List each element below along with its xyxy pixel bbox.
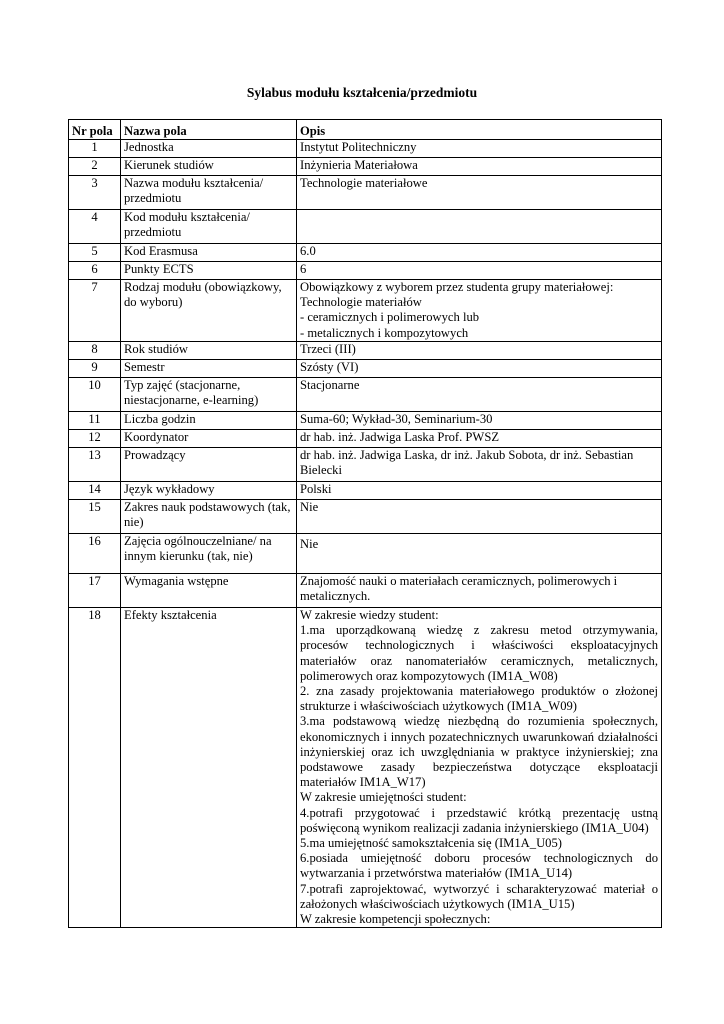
- row-desc: 6.0: [297, 244, 662, 262]
- row-desc: Polski: [297, 482, 662, 500]
- row-number: 5: [69, 244, 121, 262]
- table-row: [69, 448, 662, 482]
- table-row: [69, 244, 662, 262]
- row-number: 7: [69, 280, 121, 342]
- header-name: Nazwa pola: [121, 120, 297, 140]
- row-number: 18: [69, 608, 121, 928]
- table-row: [69, 482, 662, 500]
- row-desc: Inżynieria Materiałowa: [297, 158, 662, 176]
- row-name: Rok studiów: [121, 342, 297, 360]
- row-number: 8: [69, 342, 121, 360]
- table-row: [69, 176, 662, 210]
- row-name: Nazwa modułu kształcenia/ przedmiotu: [121, 176, 297, 210]
- row-number: 15: [69, 500, 121, 534]
- desc-line: Technologie materiałów: [300, 295, 422, 310]
- row-name: Wymagania wstępne: [121, 574, 297, 608]
- desc-line: 4.potrafi przygotować i przedstawić krótką prezentację ustną poświęconą wynikom realizacji zadania inżynierskiego (IM1A_U04): [300, 805, 658, 835]
- table-row: [69, 500, 662, 534]
- table-row: [69, 262, 662, 280]
- row-name: Punkty ECTS: [121, 262, 297, 280]
- table-row: [69, 360, 662, 378]
- row-name: Semestr: [121, 360, 297, 378]
- row-name: Koordynator: [121, 430, 297, 448]
- row-desc: Nie: [297, 500, 662, 534]
- row-desc: Suma-60; Wykład-30, Seminarium-30: [297, 412, 662, 430]
- desc-line: 2. zna zasady projektowania materiałowego produktów o złożonej strukturze i właściwościach użytkowych (IM1A_W09): [300, 684, 658, 714]
- row-name: Typ zajęć (stacjonarne, niestacjonarne, e-learning): [121, 378, 297, 412]
- table-row: [69, 430, 662, 448]
- table-row: [69, 574, 662, 608]
- table-row: [69, 608, 662, 928]
- row-desc: 6: [297, 262, 662, 280]
- row-desc: [297, 608, 662, 928]
- desc-line: W zakresie wiedzy student:: [300, 608, 439, 622]
- row-name: Kierunek studiów: [121, 158, 297, 176]
- table-row: [69, 534, 662, 574]
- row-desc: dr hab. inż. Jadwiga Laska Prof. PWSZ: [297, 430, 662, 448]
- row-number: 17: [69, 574, 121, 608]
- row-number: 10: [69, 378, 121, 412]
- header-desc: Opis: [297, 120, 662, 140]
- table-header-row: [69, 120, 662, 140]
- desc-line: Obowiązkowy z wyborem przez studenta grupy materiałowej:: [300, 280, 614, 294]
- desc-line: W zakresie kompetencji społecznych:: [300, 912, 491, 927]
- row-name: Język wykładowy: [121, 482, 297, 500]
- table-row: [69, 140, 662, 158]
- row-number: 14: [69, 482, 121, 500]
- desc-line: - ceramicznych i polimerowych lub: [300, 310, 480, 325]
- row-number: 6: [69, 262, 121, 280]
- row-desc: Technologie materiałowe: [297, 176, 662, 210]
- table-row: [69, 342, 662, 360]
- desc-line: - metalicznych i kompozytowych: [300, 325, 469, 340]
- row-name: Prowadzący: [121, 448, 297, 482]
- desc-line: 6.posiada umiejętność doboru procesów technologicznych do wytwarzania i przetwórstwa materiałów (IM1A_U14): [300, 851, 658, 881]
- table-row: [69, 158, 662, 176]
- row-number: 4: [69, 210, 121, 244]
- row-name: Rodzaj modułu (obowiązkowy, do wyboru): [121, 280, 297, 342]
- row-desc: Znajomość nauki o materiałach ceramicznych, polimerowych i metalicznych.: [297, 574, 662, 608]
- row-number: 16: [69, 534, 121, 574]
- row-desc: Trzeci (III): [297, 342, 662, 360]
- row-desc: Instytut Politechniczny: [297, 140, 662, 158]
- table-row: [69, 210, 662, 244]
- desc-line: 7.potrafi zaprojektować, wytworzyć i scharakteryzować materiał o założonych właściwościach użytkowych (IM1A_U15): [300, 881, 658, 911]
- row-number: 9: [69, 360, 121, 378]
- row-number: 1: [69, 140, 121, 158]
- syllabus-table: [68, 119, 662, 928]
- row-number: 3: [69, 176, 121, 210]
- row-name: Efekty kształcenia: [121, 608, 297, 928]
- row-name: Zakres nauk podstawowych (tak, nie): [121, 500, 297, 534]
- header-nr: Nr pola: [69, 120, 121, 140]
- table-row: [69, 412, 662, 430]
- desc-line: 1.ma uporządkowaną wiedzę z zakresu metod otrzymywania, procesów technologicznych i właściwości eksploatacyjnych materiałów oraz nanomateriałów ceramicznych, metalicznych, polimerowych oraz kompozytowych (IM1A_W08): [300, 623, 658, 683]
- page-title: Sylabus modułu kształcenia/przedmiotu: [246, 85, 478, 100]
- row-number: 11: [69, 412, 121, 430]
- row-name: Zajęcia ogólnouczelniane/ na innym kierunku (tak, nie): [121, 534, 297, 574]
- row-desc: Szósty (VI): [297, 360, 662, 378]
- row-name: Jednostka: [121, 140, 297, 158]
- row-number: 13: [69, 448, 121, 482]
- row-number: 2: [69, 158, 121, 176]
- table-row: [69, 280, 662, 342]
- row-desc: [297, 210, 662, 244]
- row-desc: Nie: [297, 534, 662, 574]
- table-row: [69, 378, 662, 412]
- row-name: Kod modułu kształcenia/ przedmiotu: [121, 210, 297, 244]
- desc-line: W zakresie umiejętności student:: [300, 790, 467, 805]
- row-name: Liczba godzin: [121, 412, 297, 430]
- row-desc: [297, 280, 662, 342]
- row-desc: Stacjonarne: [297, 378, 662, 412]
- row-name: Kod Erasmusa: [121, 244, 297, 262]
- row-number: 12: [69, 430, 121, 448]
- row-desc: dr hab. inż. Jadwiga Laska, dr inż. Jakub Sobota, dr inż. Sebastian Bielecki: [297, 448, 662, 482]
- desc-line: 5.ma umiejętność samokształcenia się (IM1A_U05): [300, 836, 562, 851]
- desc-line: 3.ma podstawową wiedzę niezbędną do rozumienia społecznych, ekonomicznych i innych pozatechnicznych uwarunkowań działalności inżynierskiej oraz ich uwzględniania w praktyce inżynierskiej; zna podstawowe zasady bezpieczeństwa dotyczące eksploatacji materiałów IM1A_W17): [300, 714, 658, 790]
